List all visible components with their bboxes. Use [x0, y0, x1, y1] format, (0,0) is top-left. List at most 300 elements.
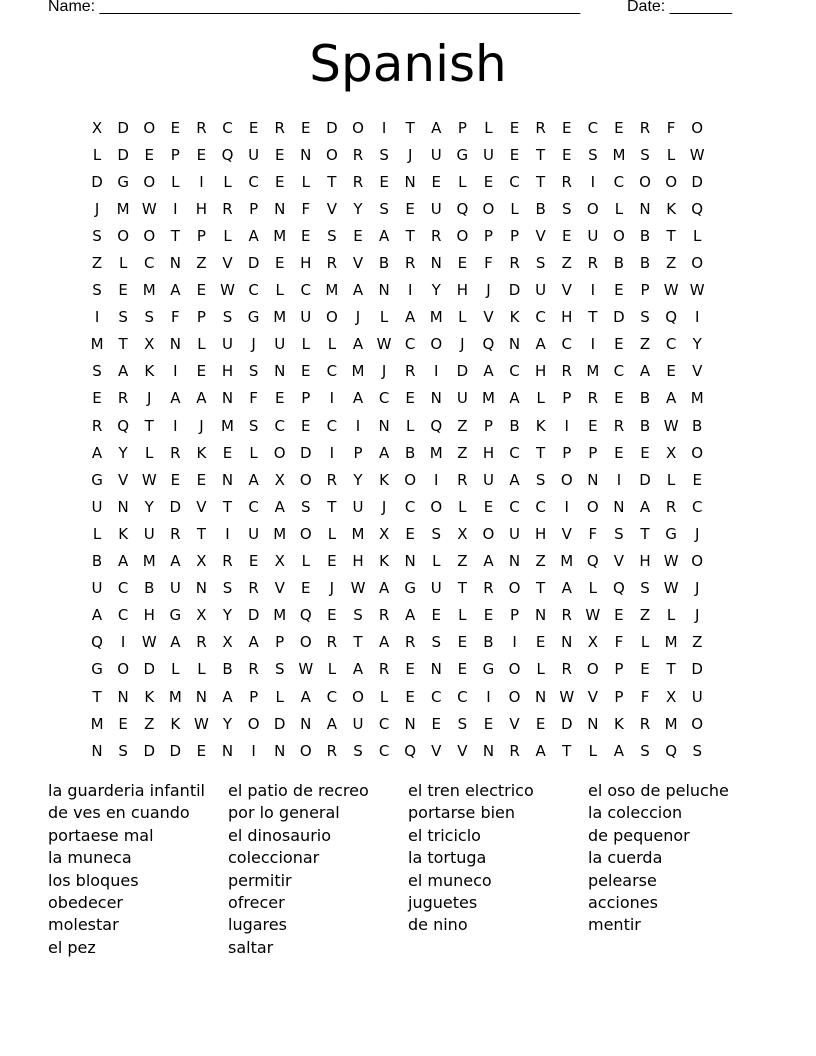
grid-row — [84, 439, 710, 466]
grid-letter: I — [590, 172, 596, 191]
grid-row — [84, 331, 710, 358]
grid-letter: O — [586, 199, 599, 218]
grid-letter: I — [512, 633, 517, 652]
grid-letter: D — [508, 281, 521, 300]
word-item: juguetes — [408, 893, 478, 913]
grid-letter: D — [143, 660, 156, 679]
grid-letter: I — [120, 633, 126, 652]
grid-letter: C — [509, 362, 520, 381]
grid-letter: N — [221, 741, 234, 760]
grid-letter: R — [352, 145, 364, 164]
grid-letter: R — [665, 497, 677, 516]
grid-letter: O — [430, 497, 443, 516]
grid-letter: C — [404, 497, 416, 516]
grid-letter: W — [220, 281, 235, 300]
grid-letter: B — [144, 579, 155, 598]
grid-letter: L — [223, 172, 232, 191]
grid-letter: V — [613, 552, 625, 571]
grid-letter: S — [248, 362, 259, 381]
worksheet-header — [48, 0, 748, 20]
grid-letter: V — [196, 497, 207, 516]
grid-letter: A — [405, 606, 416, 625]
grid-letter: U — [352, 497, 364, 516]
grid-letter: G — [117, 172, 129, 191]
grid-letter: L — [379, 308, 389, 327]
grid-row — [84, 222, 710, 249]
grid-letter: I — [486, 687, 491, 706]
grid-letter: G — [169, 606, 182, 625]
grid-letter: B — [509, 416, 520, 435]
word-item: portarse bien — [408, 803, 516, 823]
grid-letter: U — [352, 714, 364, 733]
grid-letter: R — [509, 254, 520, 273]
grid-letter: Y — [144, 497, 154, 516]
grid-letter: Q — [586, 552, 599, 571]
grid-letter: P — [457, 118, 467, 137]
word-item: el tren electrico — [408, 781, 534, 800]
grid-letter: J — [460, 335, 465, 354]
grid-row — [84, 168, 710, 195]
grid-letter: N — [639, 199, 651, 218]
grid-letter: E — [431, 172, 441, 191]
grid-letter: C — [378, 714, 390, 733]
grid-letter: K — [666, 199, 677, 218]
grid-letter: N — [169, 254, 181, 273]
grid-letter: E — [92, 389, 102, 408]
grid-letter: I — [199, 172, 204, 191]
grid-letter: A — [378, 443, 390, 462]
grid-letter: U — [482, 145, 494, 164]
grid-letter: N — [430, 254, 442, 273]
grid-letter: U — [430, 145, 442, 164]
grid-letter: S — [379, 199, 389, 218]
grid-letter: M — [429, 308, 443, 327]
grid-letter: E — [353, 226, 363, 245]
grid-letter: E — [457, 254, 468, 273]
grid-letter: T — [144, 416, 154, 435]
grid-letter: A — [352, 281, 364, 300]
grid-letter: B — [639, 226, 651, 245]
grid-row — [84, 548, 710, 575]
grid-letter: Y — [118, 443, 128, 462]
word-item: de ves en cuando — [48, 803, 190, 823]
grid-letter: U — [274, 335, 286, 354]
grid-letter: L — [458, 497, 467, 516]
grid-row — [84, 141, 710, 168]
grid-letter: A — [535, 741, 546, 760]
grid-letter: O — [273, 443, 286, 462]
grid-letter: S — [327, 226, 337, 245]
grid-letter: N — [300, 145, 312, 164]
grid-letter: J — [94, 199, 100, 218]
grid-letter: E — [483, 172, 494, 191]
grid-letter: O — [117, 226, 130, 245]
grid-letter: S — [222, 308, 233, 327]
grid-letter: A — [405, 308, 416, 327]
grid-letter: W — [298, 660, 314, 679]
grid-letter: E — [405, 524, 415, 543]
grid-letter: E — [327, 552, 337, 571]
grid-letter: O — [586, 497, 599, 516]
grid-letter: L — [693, 226, 702, 245]
grid-letter: B — [535, 199, 546, 218]
grid-letter: R — [378, 660, 390, 679]
grid-letter: C — [274, 416, 285, 435]
grid-letter: L — [432, 552, 441, 571]
word-item: la muneca — [48, 848, 132, 868]
grid-letter: I — [251, 741, 256, 760]
grid-letter: L — [458, 308, 467, 327]
grid-letter: R — [248, 660, 259, 679]
grid-letter: C — [404, 335, 416, 354]
grid-letter: U — [430, 199, 442, 218]
grid-letter: I — [381, 118, 387, 137]
grid-letter: F — [588, 524, 598, 543]
grid-letter: A — [274, 497, 285, 516]
grid-letter: R — [535, 118, 546, 137]
grid-letter: L — [327, 660, 337, 679]
grid-letter: R — [274, 118, 285, 137]
word-item: el muneco — [408, 870, 492, 890]
grid-letter: S — [692, 741, 702, 760]
grid-letter: V — [587, 687, 598, 706]
grid-letter: S — [118, 308, 128, 327]
grid-row — [84, 249, 710, 276]
grid-letter: S — [274, 660, 285, 679]
grid-letter: Q — [404, 741, 417, 760]
grid-letter: I — [434, 362, 439, 381]
grid-letter: S — [640, 741, 650, 760]
grid-letter: N — [482, 741, 495, 760]
grid-letter: E — [118, 714, 128, 733]
grid-letter: X — [144, 335, 155, 354]
grid-letter: C — [378, 389, 390, 408]
grid-letter: E — [535, 714, 546, 733]
grid-letter: N — [300, 714, 312, 733]
word-item: portaese mal — [48, 825, 154, 845]
grid-letter: C — [248, 497, 259, 516]
grid-letter: Z — [457, 416, 468, 435]
grid-letter: Q — [665, 308, 678, 327]
grid-letter: O — [691, 118, 704, 137]
grid-letter: H — [561, 308, 573, 327]
grid-letter: R — [404, 362, 416, 381]
grid-letter: C — [509, 172, 520, 191]
grid-letter: L — [249, 443, 258, 462]
grid-row — [84, 602, 710, 629]
word-item: el oso de peluche — [588, 781, 729, 800]
grid-letter: E — [666, 362, 676, 381]
grid-letter: N — [404, 552, 416, 571]
grid-letter: V — [118, 470, 129, 489]
grid-letter: W — [376, 335, 392, 354]
grid-letter: M — [90, 335, 104, 354]
grid-letter: P — [249, 687, 259, 706]
grid-row — [84, 656, 710, 683]
grid-letter: A — [483, 362, 494, 381]
grid-letter: O — [691, 443, 704, 462]
grid-letter: M — [690, 389, 704, 408]
grid-letter: G — [456, 145, 469, 164]
grid-letter: E — [196, 362, 207, 381]
grid-letter: R — [352, 172, 364, 191]
grid-letter: R — [561, 606, 572, 625]
grid-letter: D — [691, 172, 703, 191]
grid-letter: O — [404, 470, 417, 489]
grid-letter: E — [170, 118, 181, 137]
grid-letter: I — [616, 470, 622, 489]
grid-letter: A — [248, 226, 259, 245]
grid-letter: P — [353, 443, 363, 462]
grid-letter: S — [640, 579, 650, 598]
grid-letter: B — [222, 660, 233, 679]
grid-letter: C — [535, 308, 546, 327]
grid-letter: K — [144, 687, 155, 706]
grid-letter: V — [535, 226, 546, 245]
grid-letter: R — [561, 172, 572, 191]
grid-letter: R — [91, 416, 103, 435]
grid-letter: W — [350, 579, 366, 598]
grid-row — [84, 493, 710, 520]
grid-letter: D — [117, 118, 129, 137]
grid-letter: W — [559, 687, 575, 706]
grid-letter: S — [92, 226, 102, 245]
grid-letter: I — [329, 443, 335, 462]
grid-letter: M — [664, 714, 678, 733]
grid-letter: T — [457, 579, 467, 598]
grid-row — [84, 520, 710, 547]
grid-letter: N — [117, 687, 129, 706]
grid-letter: L — [171, 172, 180, 191]
grid-row — [84, 277, 710, 304]
word-item: por lo general — [228, 803, 340, 823]
grid-letter: K — [118, 524, 129, 543]
grid-letter: D — [326, 118, 338, 137]
grid-letter: E — [248, 552, 259, 571]
grid-letter: T — [170, 226, 180, 245]
grid-letter: O — [613, 226, 625, 245]
grid-letter: D — [169, 741, 182, 760]
grid-letter: T — [405, 226, 415, 245]
grid-letter: U — [456, 389, 468, 408]
grid-letter: O — [299, 524, 312, 543]
grid-letter: O — [299, 741, 312, 760]
grid-letter: P — [640, 281, 650, 300]
grid-letter: W — [663, 552, 679, 571]
grid-letter: H — [352, 552, 364, 571]
grid-letter: W — [663, 281, 679, 300]
word-column — [48, 780, 223, 959]
grid-letter: A — [352, 335, 364, 354]
grid-letter: S — [248, 416, 259, 435]
word-item: el dinosaurio — [228, 825, 331, 845]
grid-letter: T — [588, 308, 598, 327]
grid-letter: E — [692, 470, 702, 489]
grid-letter: R — [561, 362, 572, 381]
grid-letter: A — [170, 281, 181, 300]
word-item: el pez — [48, 937, 96, 957]
grid-letter: I — [225, 524, 230, 543]
grid-letter: V — [692, 362, 703, 381]
grid-letter: A — [91, 606, 103, 625]
grid-letter: N — [169, 335, 181, 354]
grid-letter: O — [325, 308, 338, 327]
grid-letter: G — [91, 470, 103, 489]
grid-letter: D — [300, 443, 312, 462]
grid-letter: U — [248, 524, 260, 543]
grid-letter: M — [612, 145, 626, 164]
grid-letter: N — [195, 579, 208, 598]
grid-letter: U — [535, 281, 547, 300]
grid-letter: L — [197, 660, 206, 679]
grid-letter: I — [694, 308, 700, 327]
grid-letter: L — [484, 118, 493, 137]
grid-letter: R — [639, 118, 651, 137]
grid-row — [84, 683, 710, 710]
grid-letter: U — [509, 524, 521, 543]
grid-letter: E — [301, 118, 311, 137]
grid-letter: N — [587, 714, 599, 733]
grid-letter: U — [91, 579, 103, 598]
grid-letter: S — [92, 362, 102, 381]
page-title: Spanish — [309, 35, 507, 93]
grid-letter: E — [170, 470, 181, 489]
grid-letter: P — [275, 633, 285, 652]
grid-letter: H — [535, 524, 547, 543]
grid-letter: Y — [353, 199, 363, 218]
grid-letter: Z — [561, 254, 572, 273]
grid-letter: O — [247, 714, 260, 733]
grid-letter: X — [665, 687, 677, 706]
grid-letter: C — [691, 497, 703, 516]
word-item: obedecer — [48, 893, 124, 913]
grid-letter: L — [223, 226, 232, 245]
grid-letter: H — [482, 443, 495, 462]
grid-letter: O — [143, 226, 156, 245]
grid-letter: I — [564, 416, 569, 435]
grid-letter: L — [588, 579, 597, 598]
grid-letter: E — [274, 172, 285, 191]
grid-letter: N — [404, 714, 416, 733]
grid-letter: J — [694, 524, 700, 543]
grid-letter: T — [222, 497, 233, 516]
grid-letter: E — [301, 416, 311, 435]
grid-letter: C — [326, 416, 338, 435]
grid-letter: M — [116, 199, 130, 218]
grid-letter: E — [274, 145, 285, 164]
grid-letter: E — [483, 714, 494, 733]
grid-letter: S — [640, 145, 650, 164]
grid-letter: M — [481, 389, 495, 408]
grid-letter: E — [405, 660, 415, 679]
grid-letter: R — [404, 254, 416, 273]
grid-letter: R — [561, 660, 572, 679]
grid-letter: N — [587, 470, 599, 489]
grid-letter: W — [663, 416, 679, 435]
grid-letter: M — [90, 714, 104, 733]
grid-letter: P — [588, 443, 598, 462]
grid-letter: U — [143, 524, 155, 543]
grid-letter: E — [614, 606, 624, 625]
grid-letter: R — [117, 389, 129, 408]
grid-letter: R — [170, 524, 181, 543]
grid-letter: C — [326, 362, 338, 381]
grid-letter: G — [665, 524, 677, 543]
grid-letter: J — [199, 416, 204, 435]
grid-letter: N — [535, 687, 547, 706]
grid-letter: D — [456, 362, 469, 381]
grid-letter: X — [274, 552, 285, 571]
word-item: la cuerda — [588, 848, 663, 868]
grid-letter: B — [91, 552, 103, 571]
grid-letter: N — [508, 335, 521, 354]
grid-letter: C — [117, 579, 129, 598]
grid-letter: E — [405, 389, 415, 408]
grid-letter: X — [378, 524, 390, 543]
grid-letter: T — [536, 443, 546, 462]
grid-letter: A — [91, 443, 103, 462]
grid-letter: J — [407, 145, 413, 164]
grid-letter: K — [196, 443, 207, 462]
grid-letter: L — [145, 443, 154, 462]
grid-letter: O — [508, 660, 521, 679]
grid-letter: M — [142, 281, 156, 300]
grid-letter: S — [222, 579, 233, 598]
grid-letter: U — [430, 579, 442, 598]
grid-letter: L — [275, 687, 284, 706]
grid-letter: E — [509, 145, 520, 164]
grid-letter: O — [482, 524, 495, 543]
grid-letter: R — [587, 389, 599, 408]
grid-letter: K — [379, 470, 389, 489]
grid-letter: P — [196, 308, 206, 327]
grid-letter: S — [301, 497, 311, 516]
grid-letter: M — [142, 552, 156, 571]
grid-letter: R — [639, 714, 651, 733]
grid-letter: L — [510, 199, 519, 218]
grid-letter: T — [327, 172, 337, 191]
grid-letter: R — [378, 606, 390, 625]
grid-row — [84, 412, 710, 439]
grid-letter: E — [196, 281, 207, 300]
grid-letter: B — [639, 254, 651, 273]
word-item: lugares — [228, 915, 287, 935]
grid-letter: M — [351, 362, 365, 381]
grid-letter: L — [405, 416, 415, 435]
grid-letter: M — [168, 687, 182, 706]
grid-letter: R — [509, 741, 520, 760]
grid-letter: X — [196, 606, 207, 625]
grid-letter: B — [639, 416, 651, 435]
grid-letter: V — [352, 254, 364, 273]
grid-letter: X — [91, 118, 103, 137]
grid-letter: W — [585, 606, 601, 625]
grid-letter: N — [378, 416, 390, 435]
grid-letter: N — [221, 470, 234, 489]
word-item: la tortuga — [408, 848, 487, 868]
grid-letter: D — [143, 741, 156, 760]
grid-letter: F — [666, 118, 676, 137]
grid-letter: E — [509, 118, 520, 137]
grid-letter: E — [483, 606, 494, 625]
grid-letter: E — [274, 254, 285, 273]
grid-letter: G — [482, 660, 495, 679]
grid-letter: W — [194, 714, 209, 733]
grid-letter: Y — [222, 714, 233, 733]
grid-letter: A — [248, 633, 259, 652]
grid-letter: E — [640, 443, 650, 462]
grid-letter: Z — [639, 335, 651, 354]
